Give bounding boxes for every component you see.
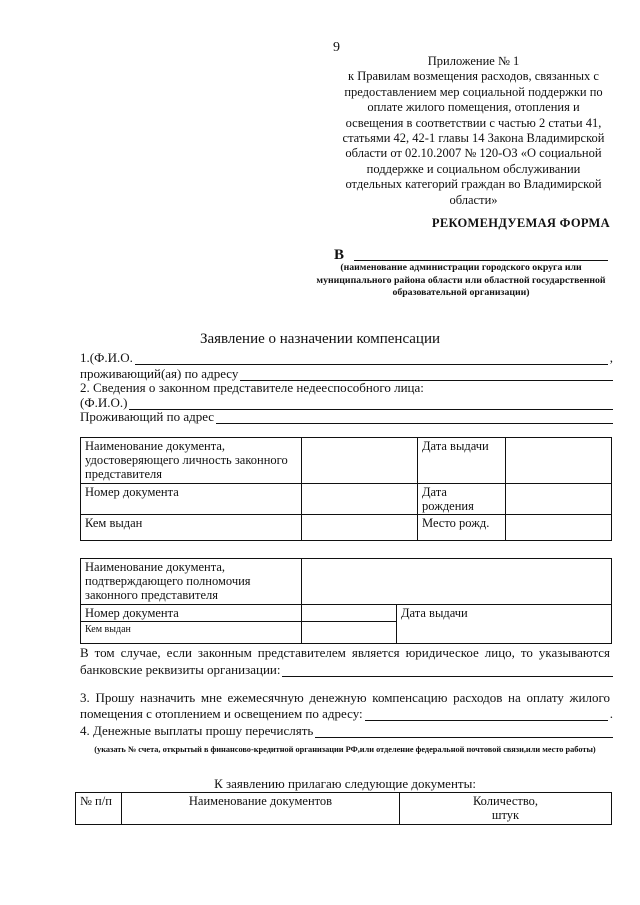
addressee-caption-line: муниципального района области или областной государственной [316, 274, 606, 286]
page-number: 9 [333, 40, 340, 55]
identity-issued-by-label: Кем выдан [81, 515, 302, 541]
fio-field[interactable] [135, 353, 608, 365]
authority-doc-number-cell[interactable] [302, 605, 397, 622]
documents-table [75, 792, 612, 825]
identity-doc-name-label: Наименование документа, удостоверяющего личность законного представителя [81, 438, 302, 484]
item4-label: 4. Денежные выплаты прошу перечислять [80, 723, 314, 738]
rep-fio-row [80, 395, 613, 410]
addressee-field[interactable] [354, 260, 608, 261]
identity-issue-date-cell[interactable] [506, 438, 612, 484]
identity-birth-date-label: Дата рождения [418, 484, 506, 515]
item4-caption: (указать № счета, открытый в финансово-кредитной организации РФ,или отделение федеральной почтовой связи,или место работы) [94, 745, 596, 754]
annex-line: к Правилам возмещения расходов, связанных с [348, 69, 599, 84]
rep-address-field[interactable] [216, 412, 613, 424]
item3-text: 3. Прошу назначить мне ежемесячную денежную компенсацию расходов на оплату жилого [80, 690, 610, 705]
col-num-header: № п/п [76, 793, 122, 825]
addressee-caption [306, 262, 616, 300]
authority-doc-number-label: Номер документа [81, 605, 302, 622]
bank-details-label: банковские реквизиты организации: [80, 662, 281, 677]
identity-birth-place-label: Место рожд. [418, 515, 506, 541]
identity-birth-place-cell[interactable] [506, 515, 612, 541]
address-label: проживающий(ая) по адресу [80, 366, 239, 381]
annex-line: оплате жилого помещения, отопления и [367, 100, 580, 115]
annex-line: Приложение № 1 [427, 54, 520, 68]
item4-field[interactable] [315, 726, 613, 738]
rep-address-row [80, 409, 613, 424]
annex-line: области от 02.10.2007 № 120-ОЗ «О социальной [345, 146, 602, 161]
identity-birth-date-cell[interactable] [506, 484, 612, 515]
item3-end: . [609, 706, 613, 721]
legal-entity-text: В том случае, если законным представителем является юридическое лицо, то указываются [80, 645, 610, 660]
recommended-form-label: РЕКОМЕНДУЕМАЯ ФОРМА [431, 216, 610, 230]
address-row [80, 366, 613, 381]
rep-address-label: Проживающий по адрес [80, 409, 215, 424]
authority-issue-date-label: Дата выдачи [397, 605, 612, 644]
annex-line: освещения в соответствии с частью 2 статьи 41, [345, 115, 602, 130]
addressee-caption-line: (наименование администрации городского округа или [340, 262, 582, 273]
annex-header [332, 54, 615, 208]
col-qty-line: штук [491, 808, 520, 822]
bank-details-field[interactable] [282, 665, 613, 677]
col-qty-line: Количество, [472, 794, 539, 808]
identity-issue-date-label: Дата выдачи [418, 438, 506, 484]
fio-end: , [609, 350, 613, 365]
col-qty-header [400, 793, 612, 825]
annex-line: отдельных категорий граждан во Владимирской [345, 177, 602, 192]
authority-doc-name-label: Наименование документа, подтверждающего полномочия законного представителя [81, 559, 302, 605]
identity-doc-name-cell[interactable] [302, 438, 418, 484]
documents-label: К заявлению прилагаю следующие документы: [214, 776, 476, 791]
col-name-header: Наименование документов [122, 793, 400, 825]
addressee-caption-line: образовательной организации) [392, 287, 530, 299]
rep-header-row [80, 380, 613, 395]
authority-issued-by-label: Кем выдан [81, 622, 302, 644]
rep-header: 2. Сведения о законном представителе недееспособного лица: [80, 380, 424, 395]
item3-address-label: помещения с отоплением и освещением по адресу: [80, 706, 363, 721]
annex-line: области» [449, 192, 498, 207]
rep-fio-label: (Ф.И.О.) [80, 395, 128, 410]
annex-line: поддержке и социальном обслуживании [366, 161, 581, 176]
authority-doc-name-cell[interactable] [302, 559, 612, 605]
form-title: Заявление о назначении компенсации [199, 331, 441, 347]
fio-row [80, 350, 613, 365]
fio-label: 1.(Ф.И.О. [80, 350, 133, 365]
annex-line: статьями 42, 42-1 главы 14 Закона Владимирской [342, 131, 605, 146]
item3-address-row [80, 706, 613, 721]
identity-document-table [80, 437, 612, 541]
bank-details-row [80, 662, 613, 677]
identity-doc-number-label: Номер документа [81, 484, 302, 515]
identity-issued-by-cell[interactable] [302, 515, 418, 541]
item3-address-field[interactable] [365, 709, 608, 721]
identity-doc-number-cell[interactable] [302, 484, 418, 515]
annex-line: предоставлением мер социальной поддержки по [344, 84, 603, 99]
authority-issued-by-cell[interactable] [302, 622, 397, 644]
item4-row [80, 723, 613, 738]
addressee-prefix: В [334, 247, 345, 263]
authority-document-table [80, 558, 612, 644]
